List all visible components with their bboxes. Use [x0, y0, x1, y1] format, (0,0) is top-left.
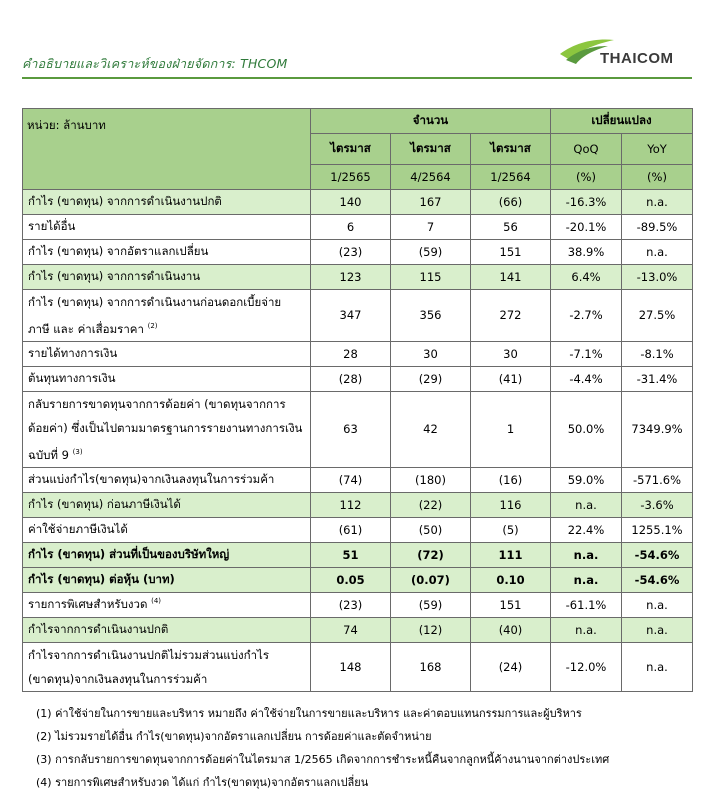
row-label-text: กำไรจากการดำเนินงานปกติ [28, 621, 169, 636]
amount-group-header: จำนวน [311, 109, 551, 134]
cell-v1: 347 [311, 290, 391, 342]
cell-qoq: -2.7% [551, 290, 622, 342]
cell-qoq: n.a. [551, 492, 622, 517]
cell-qoq: 38.9% [551, 240, 622, 265]
row-label-text: รายได้อื่น [28, 219, 76, 233]
col-q1-2565-period: 1/2565 [311, 165, 391, 190]
cell-v3: 141 [471, 265, 551, 290]
cell-qoq: n.a. [551, 617, 622, 642]
financial-summary-table [22, 108, 693, 692]
cell-v1: 112 [311, 492, 391, 517]
row-label-text: ค่าใช้จ่ายภาษีเงินได้ [28, 521, 128, 536]
cell-yoy: -31.4% [622, 366, 693, 391]
row-label-text: ต้นทุนทางการเงิน [28, 370, 116, 385]
footnote-1: (1) ค่าใช้จ่ายในการขายและบริหาร หมายถึง ค่าใช้จ่ายในการขายและบริหาร และค่าตอบแทนกรรมการและผู้บริหาร [36, 707, 582, 720]
cell-qoq: 22.4% [551, 517, 622, 542]
table-row [23, 517, 693, 542]
row-label-text: กำไร (ขาดทุน) จากอัตราแลกเปลี่ยน [28, 244, 209, 258]
cell-qoq: n.a. [551, 567, 622, 592]
cell-v3: 56 [471, 215, 551, 240]
row-label-text: กำไร (ขาดทุน) ส่วนที่เป็นของบริษัทใหญ่ [28, 546, 230, 561]
table-row [23, 567, 693, 592]
table-row [23, 642, 693, 691]
cell-v2: 168 [391, 642, 471, 691]
cell-yoy: 1255.1% [622, 517, 693, 542]
row-label [23, 190, 311, 215]
cell-yoy: -89.5% [622, 215, 693, 240]
table-header-row-1 [23, 109, 693, 134]
table-row [23, 215, 693, 240]
row-label-text: กำไร (ขาดทุน) จากการดำเนินงานปกติ [28, 194, 222, 208]
col-q1-2565-label: ไตรมาส [311, 134, 391, 165]
cell-v3: (24) [471, 642, 551, 691]
row-label [23, 265, 311, 290]
row-label [23, 617, 311, 642]
table-row [23, 467, 693, 492]
cell-qoq: -20.1% [551, 215, 622, 240]
footnote-ref: (2) [147, 322, 158, 330]
cell-v1: (23) [311, 240, 391, 265]
cell-yoy: -13.0% [622, 265, 693, 290]
footnote-4: (4) รายการพิเศษสำหรับงวด ได้แก่ กำไร(ขาดทุน)จากอัตราแลกเปลี่ยน [36, 776, 369, 789]
row-label-text: กำไรจากการดำเนินงานปกติไม่รวมส่วนแบ่งกำไร (ขาดทุน)จากเงินลงทุนในการร่วมค้า [28, 647, 270, 686]
row-label [23, 290, 311, 342]
cell-qoq: 50.0% [551, 391, 622, 467]
row-label-text: กำไร (ขาดทุน) จากการดำเนินงาน [28, 269, 201, 283]
table-row [23, 240, 693, 265]
cell-v1: 148 [311, 642, 391, 691]
cell-yoy: -54.6% [622, 542, 693, 567]
row-label-text: กำไร (ขาดทุน) จากการดำเนินงานก่อนดอกเบี้ยจ่าย ภาษี และ ค่าเสื่อมราคา [28, 295, 282, 336]
cell-qoq: 59.0% [551, 467, 622, 492]
cell-yoy: -8.1% [622, 341, 693, 366]
header-divider [22, 77, 692, 79]
col-yoy-unit: (%) [622, 165, 693, 190]
unit-label: หน่วย: ล้านบาท [23, 109, 311, 190]
cell-v2: (29) [391, 366, 471, 391]
table-row [23, 542, 693, 567]
cell-yoy: -54.6% [622, 567, 693, 592]
col-qoq-label: QoQ [551, 134, 622, 165]
footnotes [36, 702, 609, 794]
table-row [23, 592, 693, 617]
row-label [23, 492, 311, 517]
row-label [23, 391, 311, 467]
cell-yoy: -3.6% [622, 492, 693, 517]
cell-v2: (59) [391, 592, 471, 617]
row-label [23, 592, 311, 617]
table-row [23, 290, 693, 342]
footnote-3: (3) การกลับรายการขาดทุนจากการด้อยค่าในไตรมาส 1/2565 เกิดจากการชำระหนี้คืนจากลูกหนี้ค้างนานจากต่างประเทศ [36, 753, 610, 766]
table-row [23, 341, 693, 366]
cell-yoy: 7349.9% [622, 391, 693, 467]
cell-v3: 151 [471, 240, 551, 265]
cell-v3: 151 [471, 592, 551, 617]
cell-v3: 111 [471, 542, 551, 567]
col-qoq-unit: (%) [551, 165, 622, 190]
row-label-text: ส่วนแบ่งกำไร(ขาดทุน)จากเงินลงทุนในการร่วมค้า [28, 471, 275, 486]
cell-v3: 116 [471, 492, 551, 517]
cell-v1: 140 [311, 190, 391, 215]
table-row [23, 190, 693, 215]
cell-v1: 74 [311, 617, 391, 642]
table-row [23, 265, 693, 290]
row-label-text: รายได้ทางการเงิน [28, 345, 118, 360]
row-label [23, 366, 311, 391]
cell-yoy: 27.5% [622, 290, 693, 342]
col-yoy-label: YoY [622, 134, 693, 165]
logo-text: THAICOM [600, 50, 674, 67]
row-label-text: กำไร (ขาดทุน) ก่อนภาษีเงินได้ [28, 496, 181, 511]
cell-v3: (66) [471, 190, 551, 215]
cell-v2: 30 [391, 341, 471, 366]
cell-qoq: -12.0% [551, 642, 622, 691]
cell-v2: (59) [391, 240, 471, 265]
footnote-ref: (4) [151, 596, 162, 605]
row-label [23, 341, 311, 366]
col-q1-2564-label: ไตรมาส [471, 134, 551, 165]
cell-v1: 28 [311, 341, 391, 366]
change-group-header: เปลี่ยนแปลง [551, 109, 693, 134]
cell-v3: 1 [471, 391, 551, 467]
col-q1-2564-period: 1/2564 [471, 165, 551, 190]
row-label [23, 240, 311, 265]
cell-v3: 272 [471, 290, 551, 342]
table-row [23, 391, 693, 467]
cell-v3: 0.10 [471, 567, 551, 592]
cell-v1: 51 [311, 542, 391, 567]
cell-v2: 7 [391, 215, 471, 240]
cell-v2: (12) [391, 617, 471, 642]
cell-v2: 167 [391, 190, 471, 215]
cell-v1: (74) [311, 467, 391, 492]
cell-v2: (0.07) [391, 567, 471, 592]
cell-v1: 63 [311, 391, 391, 467]
row-label [23, 642, 311, 691]
cell-yoy: n.a. [622, 592, 693, 617]
cell-yoy: n.a. [622, 617, 693, 642]
table-row [23, 617, 693, 642]
row-label [23, 467, 311, 492]
row-label-text: กลับรายการขาดทุนจากการด้อยค่า (ขาดทุนจากการด้อยค่า) ซึ่งเป็นไปตามมาตรฐานการรายงานทางการเงิน ฉบับที่ 9 [28, 396, 303, 462]
cell-yoy: n.a. [622, 190, 693, 215]
row-label [23, 542, 311, 567]
cell-v2: 115 [391, 265, 471, 290]
cell-qoq: n.a. [551, 542, 622, 567]
row-label [23, 517, 311, 542]
row-label [23, 567, 311, 592]
cell-v2: (50) [391, 517, 471, 542]
cell-v1: (61) [311, 517, 391, 542]
cell-v2: (180) [391, 467, 471, 492]
cell-v1: (23) [311, 592, 391, 617]
cell-v1: (28) [311, 366, 391, 391]
table-row [23, 492, 693, 517]
cell-qoq: -16.3% [551, 190, 622, 215]
cell-qoq: -61.1% [551, 592, 622, 617]
cell-v2: 42 [391, 391, 471, 467]
cell-v1: 0.05 [311, 567, 391, 592]
company-logo [556, 38, 686, 78]
footnote-2: (2) ไม่รวมรายได้อื่น กำไร(ขาดทุน)จากอัตราแลกเปลี่ยน การด้อยค่าและตัดจำหน่าย [36, 730, 432, 743]
page-header-title: คำอธิบายและวิเคราะห์ของฝ่ายจัดการ: THCOM [22, 56, 288, 71]
table-row [23, 366, 693, 391]
col-q4-2564-label: ไตรมาส [391, 134, 471, 165]
cell-qoq: 6.4% [551, 265, 622, 290]
footnote-ref: (3) [72, 447, 83, 456]
cell-yoy: n.a. [622, 642, 693, 691]
cell-v3: (40) [471, 617, 551, 642]
col-q4-2564-period: 4/2564 [391, 165, 471, 190]
cell-qoq: -7.1% [551, 341, 622, 366]
cell-qoq: -4.4% [551, 366, 622, 391]
cell-v3: (41) [471, 366, 551, 391]
cell-v3: 30 [471, 341, 551, 366]
cell-v2: (22) [391, 492, 471, 517]
cell-v2: 356 [391, 290, 471, 342]
cell-v1: 6 [311, 215, 391, 240]
cell-v1: 123 [311, 265, 391, 290]
row-label-text: กำไร (ขาดทุน) ต่อหุ้น (บาท) [28, 571, 175, 586]
cell-v3: (5) [471, 517, 551, 542]
cell-yoy: n.a. [622, 240, 693, 265]
cell-v3: (16) [471, 467, 551, 492]
row-label [23, 215, 311, 240]
row-label-text: รายการพิเศษสำหรับงวด [28, 596, 148, 611]
cell-v2: (72) [391, 542, 471, 567]
cell-yoy: -571.6% [622, 467, 693, 492]
